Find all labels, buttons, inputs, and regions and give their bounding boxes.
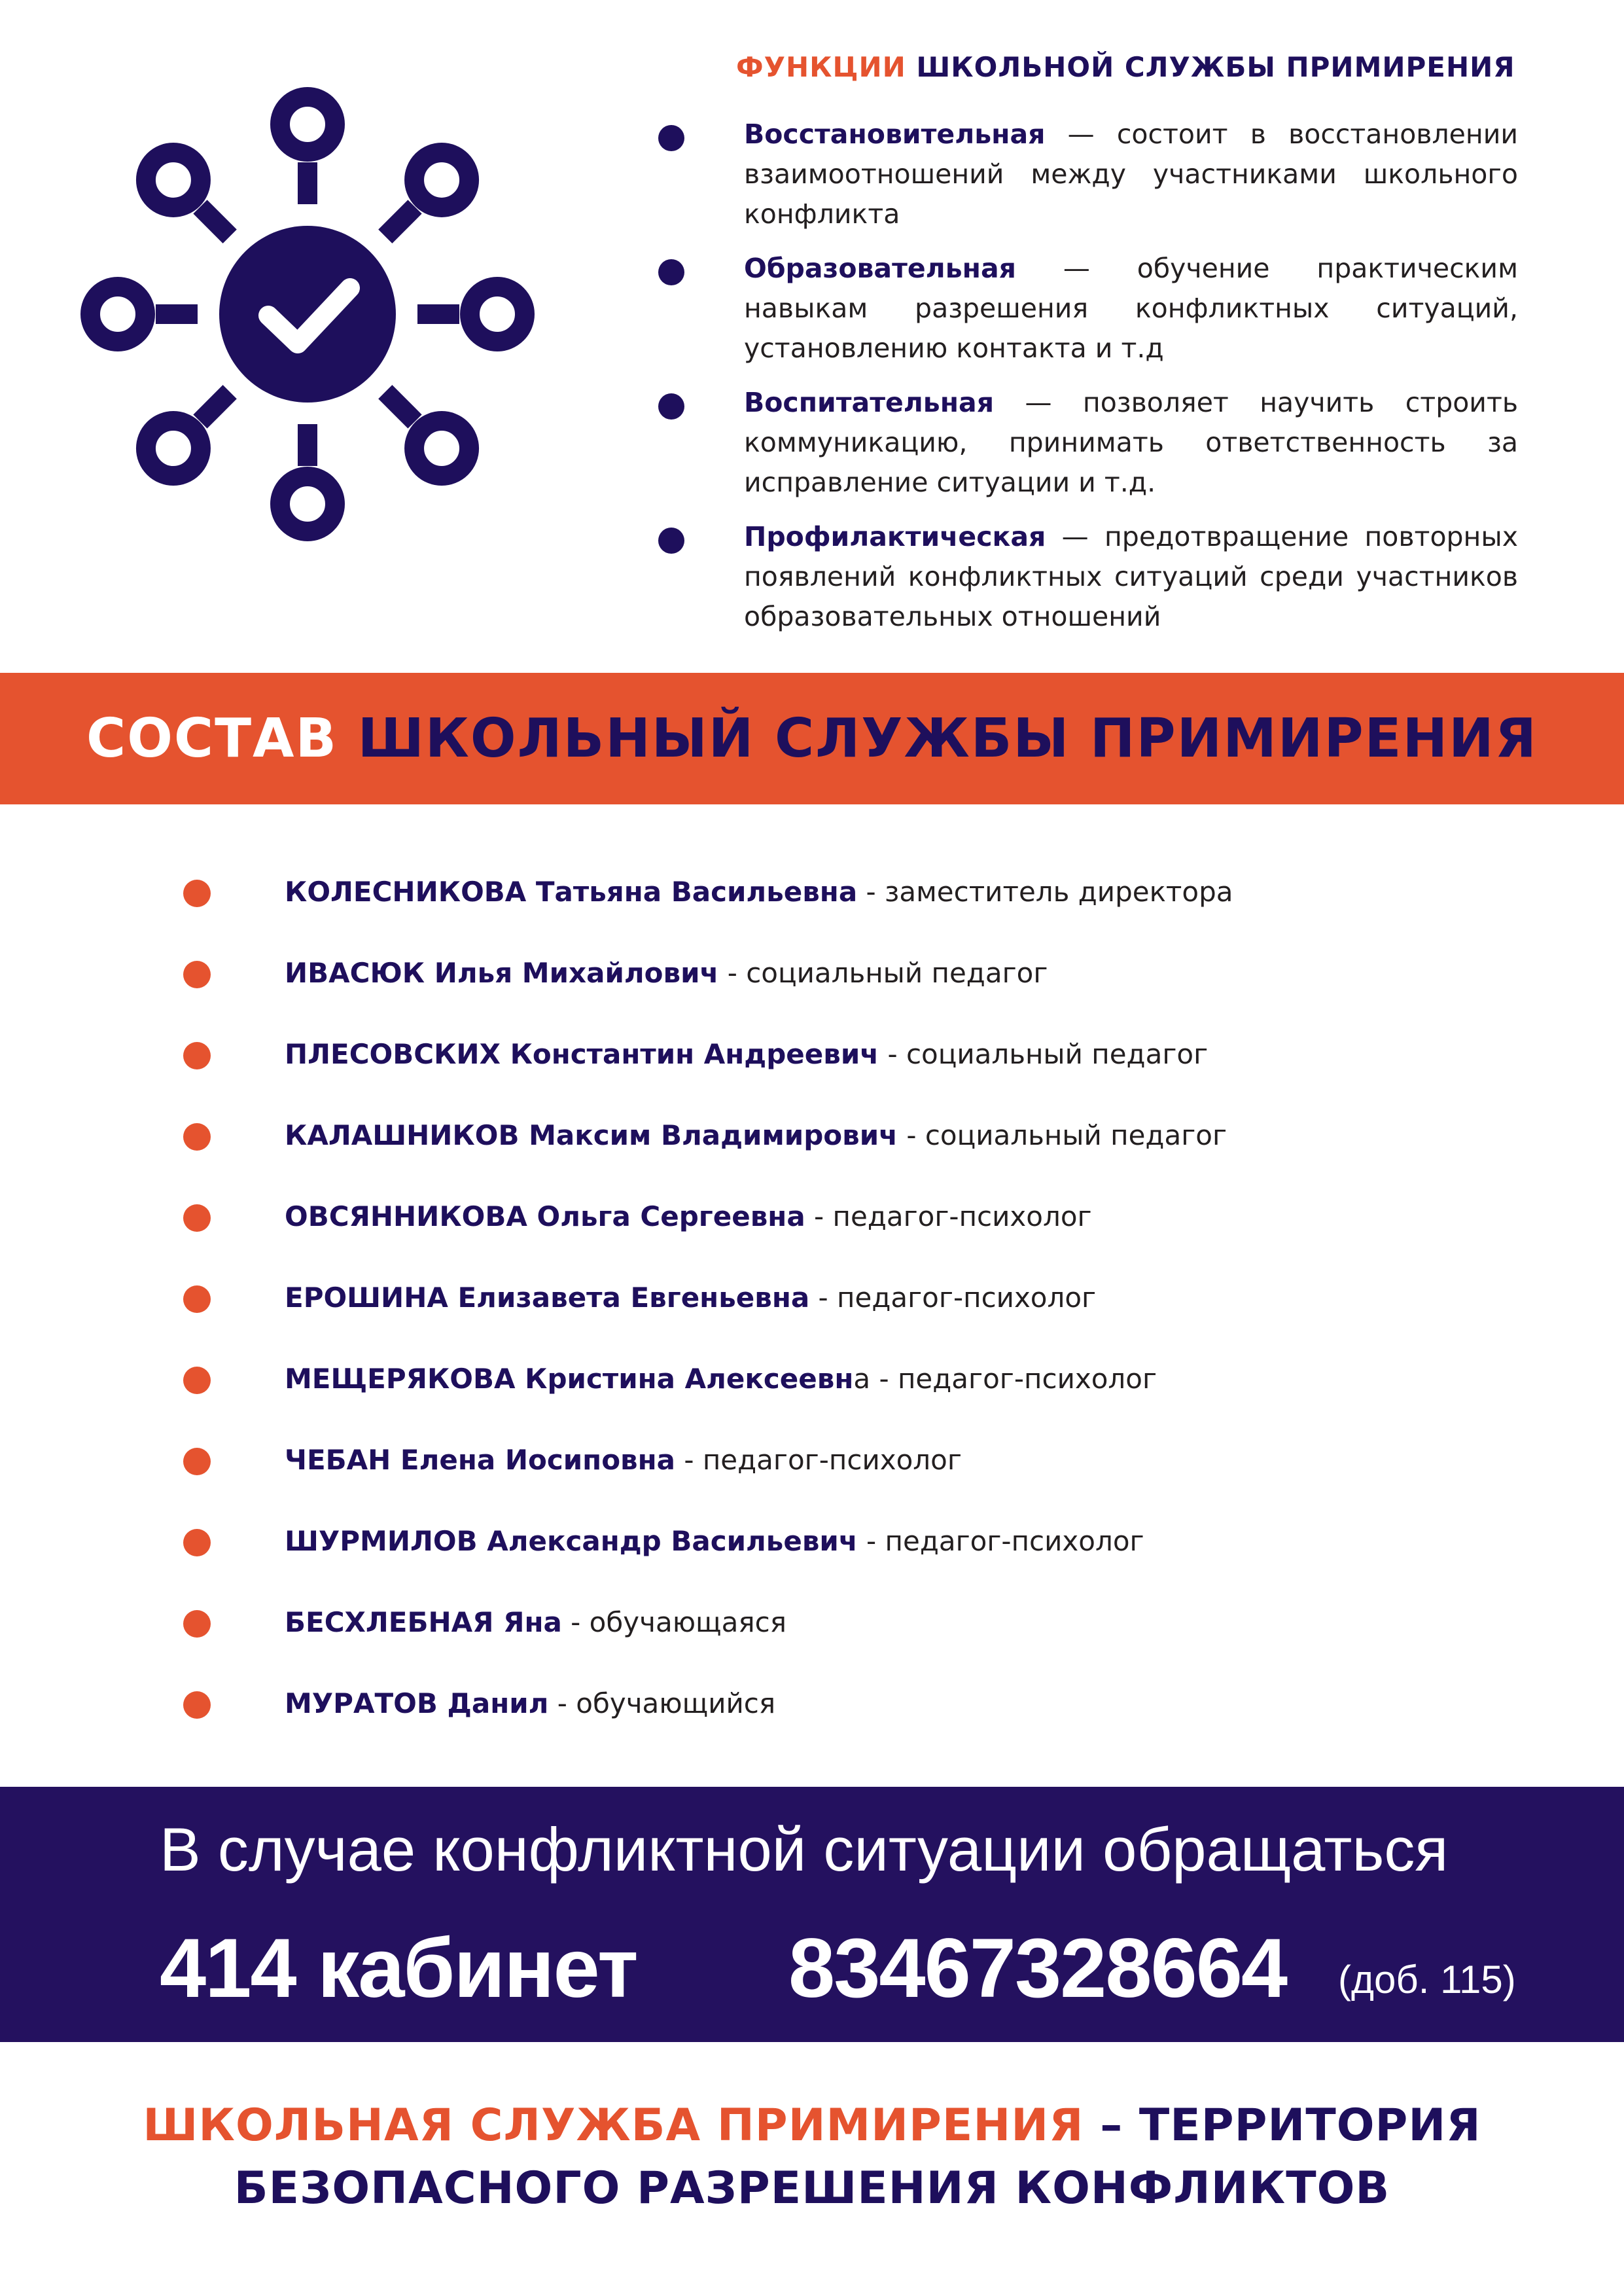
member-item [183,1515,1557,1596]
member-name: КАЛАШНИКОВ Максим Владимирович [285,1119,898,1151]
member-name: ОВСЯННИКОВА Ольга Сергеевна [285,1200,805,1232]
slogan-accent: ШКОЛЬНАЯ СЛУЖБА ПРИМИРЕНИЯ [143,2100,1084,2151]
member-role: - педагог-психолог [675,1444,962,1476]
bullet-icon [658,259,684,285]
member-item [183,946,1557,1028]
function-description: — обучение практическим навыкам разрешения конфликтных ситуаций, установлению контакта и т.д [744,253,1518,364]
room-number: 414 кабинет [160,1922,637,2015]
member-role: - социальный педагог [897,1119,1227,1151]
function-name: Профилактическая [744,521,1046,552]
bullet-icon [183,961,211,988]
bullet-icon [658,528,684,554]
contact-text: В случае конфликтной ситуации обращаться [160,1815,1449,1884]
member-item [183,1109,1557,1190]
bullet-icon [658,125,684,151]
member-role: - педагог-психолог [809,1282,1097,1314]
member-item [183,1028,1557,1109]
members-list [183,865,1557,1758]
member-name: МЕЩЕРЯКОВА Кристина Алексеевн [285,1363,854,1395]
composition-banner [0,673,1624,804]
bullet-icon [183,1285,211,1313]
bullet-icon [183,1042,211,1069]
function-description: — позволяет научить строить коммуникацию, принимать ответственность за исправление ситуации и т.д. [744,387,1518,498]
member-item [183,1352,1557,1433]
bullet-icon [183,1610,211,1638]
function-name: Образовательная [744,253,1016,284]
member-item [183,865,1557,946]
member-role: - педагог-психолог [857,1525,1144,1557]
functions-title: ФУНКЦИИ ШКОЛЬНОЙ СЛУЖБЫ ПРИМИРЕНИЯ [736,51,1515,83]
member-item [183,1190,1557,1271]
member-role: - заместитель директора [857,876,1233,908]
member-item [183,1271,1557,1352]
member-item [183,1677,1557,1758]
phone-extension: (доб. 115) [1338,1958,1516,2001]
member-role: - социальный педагог [879,1038,1209,1070]
member-name: МУРАТОВ Данил [285,1687,549,1719]
phone-number[interactable]: 83467328664 [788,1922,1287,2015]
member-name: ШУРМИЛОВ Александр Васильевич [285,1525,858,1557]
member-role: - социальный педагог [718,957,1048,989]
function-item [654,517,1518,637]
member-name: ПЛЕСОВСКИХ Константин Андреевич [285,1038,879,1070]
member-item [183,1596,1557,1677]
bullet-icon [183,1204,211,1232]
function-description: — предотвращение повторных появлений конфликтных ситуаций среди участников образовательных отношений [744,521,1518,632]
member-name: ИВАСЮК Илья Михайлович [285,957,719,989]
member-role: - обучающийся [548,1687,776,1719]
function-name: Воспитательная [744,387,995,418]
function-item [654,249,1518,368]
member-name: БЕСХЛЕБНАЯ Яна [285,1606,562,1638]
network-check-icon [65,72,550,556]
member-name: КОЛЕСНИКОВА Татьяна Васильевна [285,876,858,908]
bullet-icon [183,1448,211,1475]
bullet-icon [183,1691,211,1719]
composition-title: СОСТАВ ШКОЛЬНЫЙ СЛУЖБЫ ПРИМИРЕНИЯ [86,708,1538,770]
bullet-icon [658,393,684,420]
bullet-icon [183,1367,211,1394]
member-name: ЕРОШИНА Елизавета Евгеньевна [285,1282,810,1314]
bullet-icon [183,880,211,907]
member-role: - педагог-психолог [805,1200,1092,1232]
function-description: — состоит в восстановлении взаимоотношений между участниками школьного конфликта [744,118,1518,230]
function-item [654,115,1518,234]
bullet-icon [183,1123,211,1151]
member-item [183,1433,1557,1515]
function-name: Восстановительная [744,118,1046,150]
functions-section [654,51,1518,651]
member-role: - обучающаяся [561,1606,786,1638]
member-name: ЧЕБАН Елена Иосиповна [285,1444,675,1476]
function-item [654,383,1518,503]
bullet-icon [183,1529,211,1556]
slogan-line-2: БЕЗОПАСНОГО РАЗРЕШЕНИЯ КОНФЛИКТОВ [234,2162,1390,2214]
member-role: а - педагог-психолог [853,1363,1157,1395]
slogan: ШКОЛЬНАЯ СЛУЖБА ПРИМИРЕНИЯ – ТЕРРИТОРИЯ БЕЗОПАСНОГО РАЗРЕШЕНИЯ КОНФЛИКТОВ [0,2094,1624,2220]
